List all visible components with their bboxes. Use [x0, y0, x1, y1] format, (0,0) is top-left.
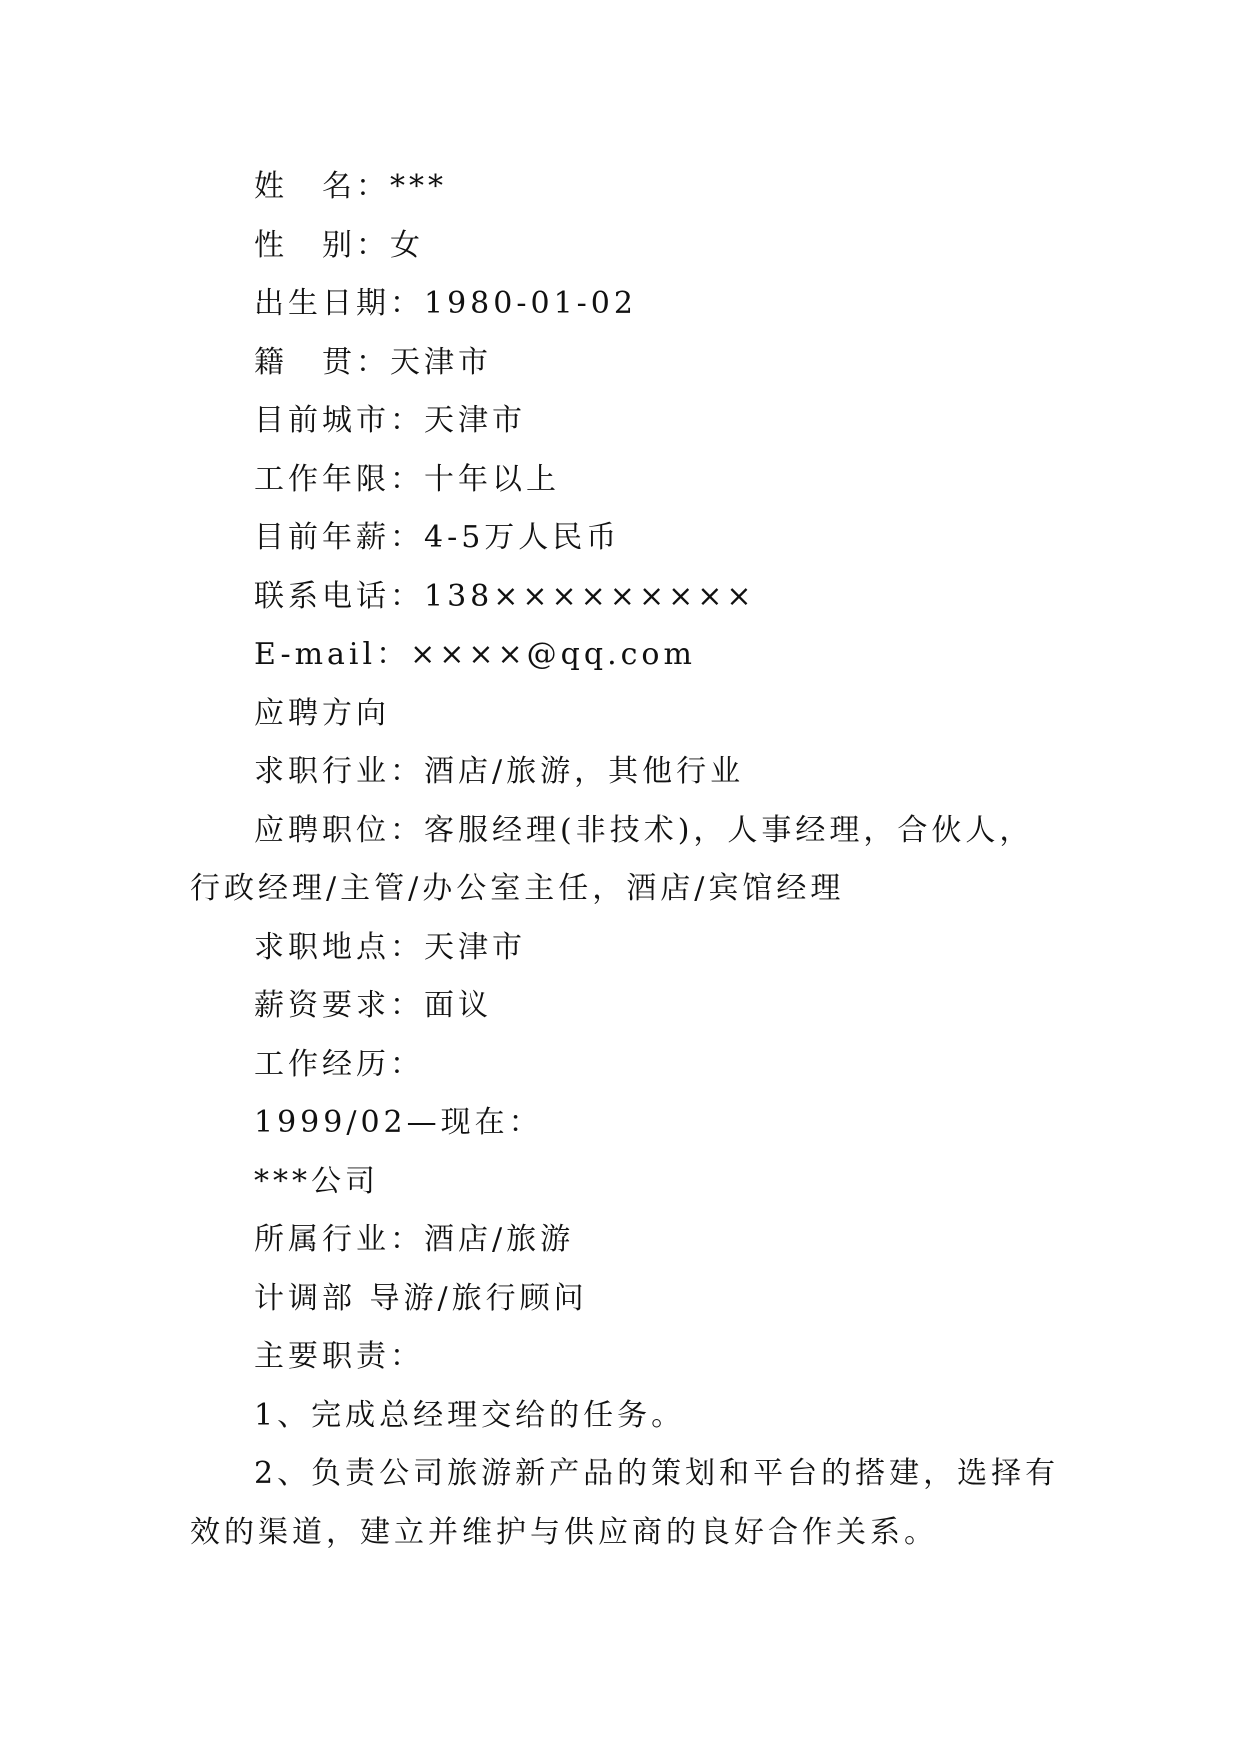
resume-body — [190, 158, 1060, 1562]
gender-line: 性 别：女 — [254, 227, 424, 263]
duty-item-2-line-1: 2、负责公司旅游新产品的策划和平台的搭建，选择有 — [254, 1456, 1060, 1491]
company-name-line: ***公司 — [254, 1163, 379, 1199]
phone-line: 联系电话：138××××××××× — [254, 578, 756, 614]
salary-requirement-line: 薪资要求：面议 — [254, 988, 492, 1023]
work-years-line: 工作年限：十年以上 — [254, 461, 560, 497]
department-role-line: 计调部 导游/旅行顾问 — [254, 1280, 588, 1316]
application-direction-heading: 应聘方向 — [254, 695, 390, 731]
current-city-line: 目前城市：天津市 — [254, 403, 526, 438]
birthdate-line: 出生日期：1980-01-02 — [254, 286, 637, 321]
target-position-line-1: 应聘职位：客服经理(非技术)，人事经理，合伙人， — [254, 812, 1034, 848]
main-duties-heading: 主要职责： — [254, 1339, 424, 1374]
duty-item-1: 1、完成总经理交给的任务。 — [254, 1397, 686, 1433]
company-industry-line: 所属行业：酒店/旅游 — [254, 1222, 575, 1257]
target-location-line: 求职地点：天津市 — [254, 929, 526, 965]
email-line: E-mail：××××@qq.com — [254, 637, 696, 672]
target-industry-line: 求职行业：酒店/旅游，其他行业 — [254, 754, 745, 789]
duty-item-2-line-2: 效的渠道，建立并维护与供应商的良好合作关系。 — [190, 1514, 938, 1550]
employment-period-line: 1999/02—现在： — [254, 1105, 543, 1140]
work-experience-heading: 工作经历： — [254, 1046, 424, 1082]
name-line: 姓 名：*** — [254, 169, 447, 204]
current-salary-line: 目前年薪：4-5万人民币 — [254, 520, 621, 555]
target-position-line-2: 行政经理/主管/办公室主任，酒店/宾馆经理 — [190, 871, 845, 906]
hometown-line: 籍 贯：天津市 — [254, 344, 492, 380]
